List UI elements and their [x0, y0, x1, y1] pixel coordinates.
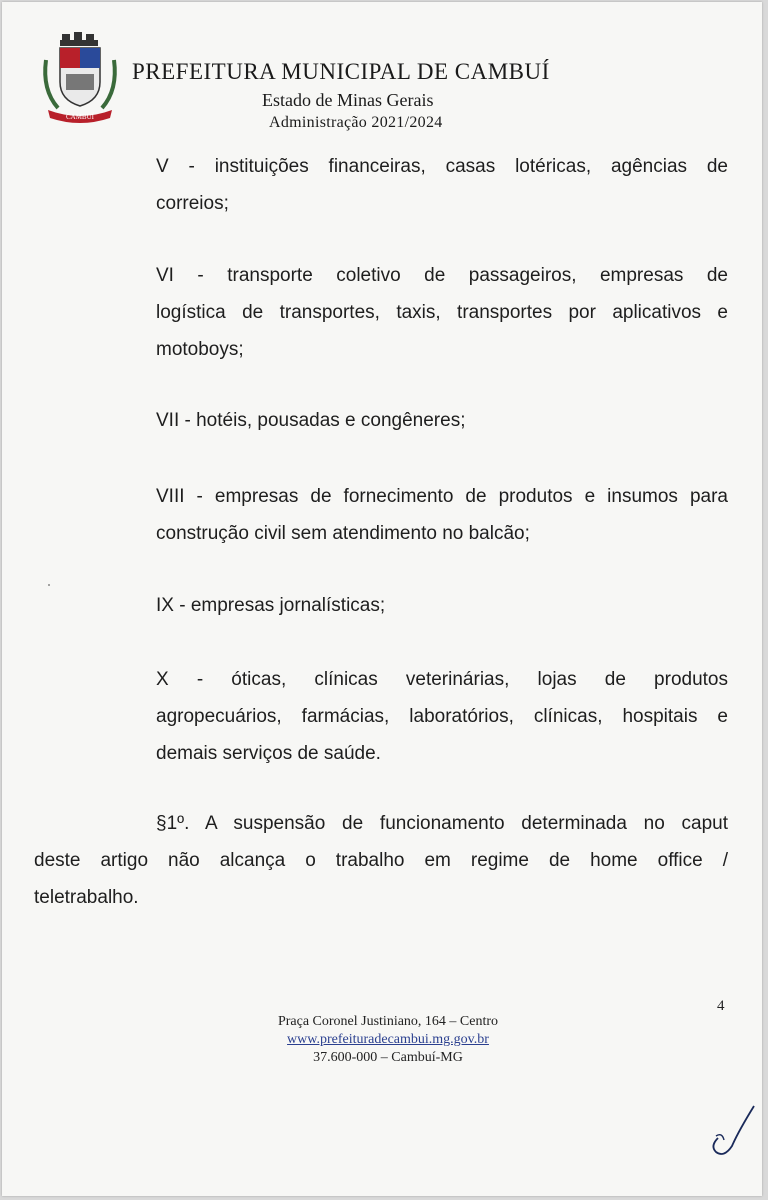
- text-line: VII - hotéis, pousadas e congêneres;: [156, 410, 466, 431]
- text-line: VIII - empresas de fornecimento de produtos e insumos para: [156, 486, 728, 507]
- handwritten-initial-signature: [702, 1102, 760, 1162]
- text-line: demais serviços de saúde.: [156, 743, 381, 764]
- text-line: IX - empresas jornalísticas;: [156, 595, 386, 616]
- administration-period: Administração 2021/2024: [269, 114, 443, 131]
- paragraph-item-ix: [156, 587, 728, 624]
- text-line: construção civil sem atendimento no balcão;: [156, 523, 530, 544]
- text-line: X - óticas, clínicas veterinárias, lojas de produtos: [156, 669, 728, 690]
- text-line: motoboys;: [156, 339, 244, 360]
- footer-website-link[interactable]: www.prefeituradecambui.mg.gov.br: [287, 1032, 489, 1047]
- paragraph-item-vi: [156, 257, 728, 368]
- svg-text:CAMBUÍ: CAMBUÍ: [65, 113, 95, 121]
- paragraph-item-viii: [156, 478, 728, 552]
- paragraph-item-x: [156, 661, 728, 772]
- text-line: §1º. A suspensão de funcionamento determinada no caput: [156, 813, 728, 834]
- footer-address: Praça Coronel Justiniano, 164 – Centro: [277, 1014, 499, 1029]
- municipality-title: PREFEITURA MUNICIPAL DE CAMBUÍ: [132, 59, 550, 84]
- text-line: V - instituições financeiras, casas lotéricas, agências de: [156, 156, 728, 177]
- paragraph-item-vii: [156, 402, 728, 439]
- text-line: VI - transporte coletivo de passageiros, empresas de: [156, 265, 728, 286]
- text-line: teletrabalho.: [34, 887, 139, 908]
- paragraph-section-1: [34, 805, 728, 916]
- text-line: logística de transportes, taxis, transportes por aplicativos e: [156, 302, 728, 323]
- page-number: 4: [717, 998, 725, 1014]
- state-name: Estado de Minas Gerais: [262, 90, 434, 110]
- paragraph-item-v: [156, 148, 728, 222]
- footer-postal: 37.600-000 – Cambuí-MG: [313, 1050, 463, 1065]
- text-line: correios;: [156, 193, 229, 214]
- text-line: agropecuários, farmácias, laboratórios, clínicas, hospitais e: [156, 706, 728, 727]
- document-page: [2, 2, 762, 1196]
- text-line: deste artigo não alcança o trabalho em regime de home office /: [34, 850, 728, 871]
- scan-speck: [48, 584, 50, 586]
